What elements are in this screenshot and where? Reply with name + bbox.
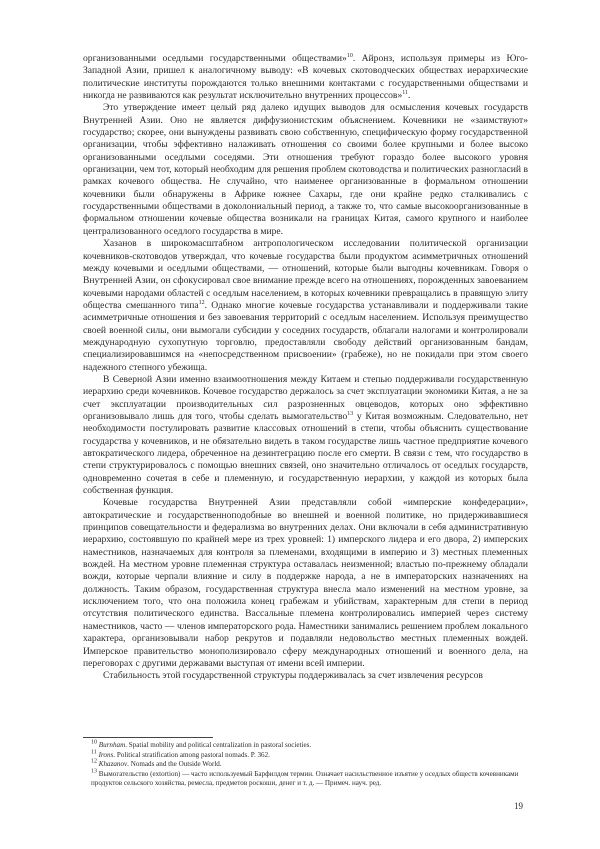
paragraph-text: . (408, 90, 411, 102)
footnote-ref[interactable]: 11 (402, 89, 409, 96)
footnote (91, 760, 528, 770)
paragraph (83, 102, 528, 238)
paragraph-text: В Северной Азии именно взаимоотношения между Китаем и степью поддерживали государственную иерархию среди кочевников. Кочевое государство держалось за счет эксплуатации экономики Китая, а не за счет эксплуатации производительных сил разрозненных овцеводов, которых оно эффективно организовывало лишь для того, чтобы сделать вымогательство (83, 373, 528, 422)
footnote-ref[interactable]: 12 (198, 299, 205, 306)
paragraph-text: . Айронз, используя примеры из Юго-Западной Азии, пришел к аналогичному выводу: «В кочевых скотоводческих обществах иерархические политические институты порождаются только внешними контактами с государственными обществами и никогда не развиваются как результат исключительно внутренних процессов» (83, 53, 528, 102)
paragraph (83, 374, 528, 497)
paragraph (83, 53, 528, 102)
paragraph (83, 497, 528, 670)
footnote-number: 11 (91, 749, 97, 756)
paragraph (83, 238, 528, 374)
paragraph-text: Кочевые государства Внутренней Азии представляли собой «имперские конфедерации», автократические и государственноподобные во внешней и военной политике, но придерживавшиеся принципов совещательности и федерализма во внутренних делах. Они включали в себя административную иерархию, состоявшую по крайней мере из трех уровней: 1) имперского лидера и его двора, 2) имперских наместников, назначаемых для контроля за племенами, входящими в империю и 3) местных племенных вождей. На местном уровне племенная структура оставалась неизменной; властью по-прежнему обладали вожди, которые черпали влияние и силу в поддержке народа, а не в императорских назначениях на должность. Таким образом, государственная структура внесла мало изменений на местном уровне, за исключением того, что она положила конец грабежам и убийствам, характерным для степи в период отсутствия политического единства. Вассальные племена контролировались империей через систему наместников, часто — членов императорского рода. Наместники занимались решением проблем локального характера, организовывали набор рекрутов и подавляли недовольство местных племенных вождей. Имперское правительство монополизировало сферу международных отношений и военного дела, на переговорах с другими державами выступая от имени всей империи. (83, 497, 528, 669)
footnote-divider (83, 737, 213, 738)
footnote-text: . Political stratification among pastoral nomads. P. 362. (113, 750, 270, 759)
footnote-ref[interactable]: 10 (346, 52, 353, 59)
paragraph-text: Стабильность этой государственной структуры поддерживалась за счет извлечения ресурсов (103, 670, 483, 682)
paragraph-text: Хазанов в широкомасштабном антропологическом исследовании политической организации кочевников-скотоводов утверждал, что кочевые государства были продуктом асимметричных отношений между кочевыми и оседлыми обществами, — отношений, которые были выгодны кочевникам. Говоря о Внутренней Азии, он сфокусировал свое внимание прежде всего на отношениях, порожденных завоеванием кочевыми народами областей с оседлым населением, в которых кочевники превращались в правящую элиту общества смешанного типа (83, 238, 528, 311)
footnote-text: . Nomads and the Outside World. (127, 760, 222, 769)
footnote-author: Irons (98, 750, 114, 759)
footnote-list (83, 741, 528, 789)
paragraph-text: . Однако многие кочевые государства устанавливали и поддерживали такие асимметричные отношения и без завоевания территорий с оседлым населением. Используя преимущество своей военной силы, они вымогали субсидии у соседних государств, облагали налогами и контролировали международную сухопутную торговлю, предоставляли свободу действий организованным бандам, специализировавшимся на «непосредственном присвоении» (грабеже), но не покидали при этом своего надежного степного убежища. (83, 299, 528, 373)
footnote-author: Khazanov (98, 760, 128, 769)
footnote (91, 751, 528, 761)
footnote-number: 10 (91, 739, 97, 746)
footnote-author: Burnham (98, 741, 126, 749)
footnote-text: Вымогательство (extortion) — часто используемый Барфилдом термин. Означает насильственное изъятие у оседлых обществ кочевниками продуктов сельского хозяйства, ремесла, предметов роскоши, денег и т. д. — Примеч. науч. ред. (91, 769, 519, 788)
paragraph-text: Это утверждение имеет целый ряд далеко идущих выводов для осмысления кочевых государств Внутренней Азии. Оно не является диффузионистским объяснением. Кочевники не «заимствуют» государство; скорее, они вынуждены развивать свою собственную, специфическую форму государственной организации, чтобы эффективно налаживать отношения со своими более крупными и более высоко организованными оседлыми соседями. Эти отношения требуют гораздо более высокого уровня организации, чем тот, который необходим для решения проблем скотоводства и политических разногласий в рамках кочевого общества. Не случайно, что наименее организованные в формальном отношении кочевники были обнаружены в Африке южнее Сахары, где они крайне редко сталкивались с государственными обществами в доколониальный период, а также то, что самые высокоорганизованные в формальном отношении кочевые общества возникали на границах Китая, самого крупного и наиболее централизованного оседлого государства в мире. (83, 102, 528, 237)
paragraph-text: у Китая возможным. Следовательно, нет необходимости постулировать развитие классовых отношений в степи, чтобы объяснить существование государства у кочевников, и не обязательно видеть в таком государстве лишь частное предприятие кочевого автократического лидера, обреченное на дезинтеграцию после его смерти. В связи с тем, что государство в степи структурировалось с помощью внешних связей, оно значительно отличалось от оседлых государств, одновременно сочетая в себе и племенную, и государственную иерархии, у каждой из которых была собственная функция. (83, 410, 528, 497)
paragraph-text: организованными оседлыми государственными обществами» (83, 53, 347, 64)
page-number: 19 (514, 801, 523, 811)
body-text (83, 53, 528, 683)
footnote-number: 13 (91, 768, 97, 775)
footnote-ref[interactable]: 13 (347, 410, 354, 417)
footnote-text: . Spatial mobility and political centralization in pastoral societies. (125, 741, 312, 749)
footnote (91, 741, 528, 751)
paragraph (83, 670, 528, 682)
footnote-number: 12 (91, 758, 97, 765)
footnotes (83, 737, 528, 789)
footnote (91, 770, 528, 789)
